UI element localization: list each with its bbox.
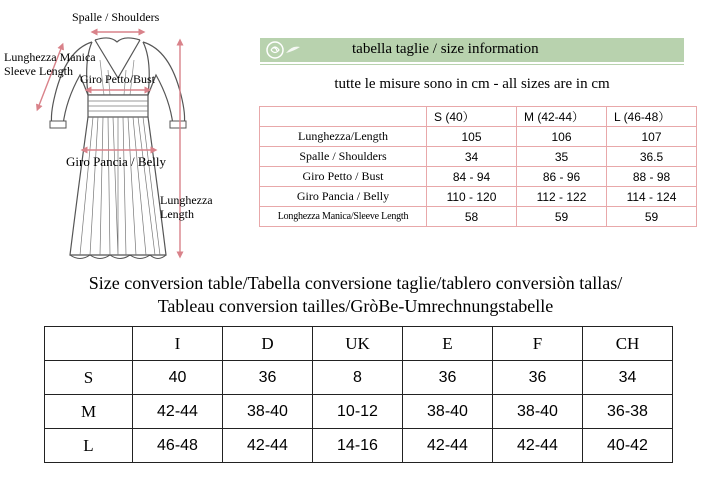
- length-label-line2: Length: [160, 207, 194, 221]
- banner-divider: [260, 64, 684, 65]
- measurement-table: [259, 106, 697, 227]
- row-header-s: S: [45, 361, 133, 395]
- column-header-e: E: [403, 327, 493, 361]
- table-cell: 42-44: [493, 429, 583, 463]
- table-cell: 8: [313, 361, 403, 395]
- conversion-corner-cell: [45, 327, 133, 361]
- column-header-uk: UK: [313, 327, 403, 361]
- table-cell: 36: [403, 361, 493, 395]
- column-header-f: F: [493, 327, 583, 361]
- table-cell: 38-40: [403, 395, 493, 429]
- dress-drawing: [0, 0, 240, 270]
- table-row: [45, 429, 673, 463]
- belly-label: Giro Pancia / Belly: [66, 154, 167, 169]
- table-cell: 58: [427, 207, 517, 227]
- size-header-l: L (46-48）: [607, 107, 697, 127]
- table-cell: 107: [607, 127, 697, 147]
- conversion-table: [44, 326, 673, 463]
- table-cell: 36: [493, 361, 583, 395]
- row-header-l: L: [45, 429, 133, 463]
- measurement-corner-cell: [260, 107, 427, 127]
- table-cell: 105: [427, 127, 517, 147]
- conversion-title: [0, 272, 711, 318]
- table-cell: 36-38: [583, 395, 673, 429]
- table-cell: 59: [517, 207, 607, 227]
- table-cell: 110 - 120: [427, 187, 517, 207]
- row-label-length: Lunghezza/Length: [260, 127, 427, 147]
- table-cell: 34: [583, 361, 673, 395]
- size-info-banner: [260, 38, 684, 62]
- table-cell: 42-44: [403, 429, 493, 463]
- size-header-m: M (42-44）: [517, 107, 607, 127]
- shoulders-label: Spalle / Shoulders: [72, 10, 160, 24]
- column-header-d: D: [223, 327, 313, 361]
- table-cell: 112 - 122: [517, 187, 607, 207]
- table-cell: 10-12: [313, 395, 403, 429]
- size-info-note: tutte le misure sono in cm - all sizes are in cm: [334, 76, 610, 92]
- size-header-s: S (40）: [427, 107, 517, 127]
- conversion-title-line2: Tableau conversion tailles/GròBe-Umrechnungstabelle: [157, 296, 554, 316]
- conversion-title-line1: Size conversion table/Tabella conversione taglie/tablero conversiòn tallas/: [88, 273, 623, 293]
- table-row: [260, 127, 697, 147]
- table-cell: 46-48: [133, 429, 223, 463]
- rose-icon: [264, 39, 304, 61]
- length-label-line1: Lunghezza: [160, 193, 213, 207]
- table-cell: 35: [517, 147, 607, 167]
- row-label-belly: Giro Pancia / Belly: [260, 187, 427, 207]
- table-cell: 40: [133, 361, 223, 395]
- table-cell: 42-44: [223, 429, 313, 463]
- column-header-ch: CH: [583, 327, 673, 361]
- table-cell: 88 - 98: [607, 167, 697, 187]
- sleeve-label-line1: Lunghezza Manica: [4, 50, 96, 64]
- table-cell: 36: [223, 361, 313, 395]
- table-cell: 106: [517, 127, 607, 147]
- table-cell: 84 - 94: [427, 167, 517, 187]
- table-cell: 14-16: [313, 429, 403, 463]
- table-cell: 36.5: [607, 147, 697, 167]
- row-label-shoulders: Spalle / Shoulders: [260, 147, 427, 167]
- bust-label: Giro Petto/Bust: [80, 72, 156, 86]
- table-row: [260, 167, 697, 187]
- table-cell: 59: [607, 207, 697, 227]
- table-row: [45, 395, 673, 429]
- measurement-header-row: [260, 107, 697, 127]
- table-cell: 38-40: [493, 395, 583, 429]
- table-cell: 86 - 96: [517, 167, 607, 187]
- conversion-header-row: [45, 327, 673, 361]
- sleeve-label-line2: Sleeve Length: [4, 64, 73, 78]
- row-label-bust: Giro Petto / Bust: [260, 167, 427, 187]
- row-label-sleeve: Longhezza Manica/Sleeve Length: [260, 207, 427, 227]
- table-cell: 40-42: [583, 429, 673, 463]
- size-info-title: tabella taglie / size information: [352, 41, 539, 57]
- table-cell: 34: [427, 147, 517, 167]
- table-row: [260, 187, 697, 207]
- table-cell: 38-40: [223, 395, 313, 429]
- table-row: [260, 207, 697, 227]
- table-cell: 42-44: [133, 395, 223, 429]
- table-row: [45, 361, 673, 395]
- row-header-m: M: [45, 395, 133, 429]
- column-header-i: I: [133, 327, 223, 361]
- dress-illustration: [0, 0, 240, 270]
- table-row: [260, 147, 697, 167]
- table-cell: 114 - 124: [607, 187, 697, 207]
